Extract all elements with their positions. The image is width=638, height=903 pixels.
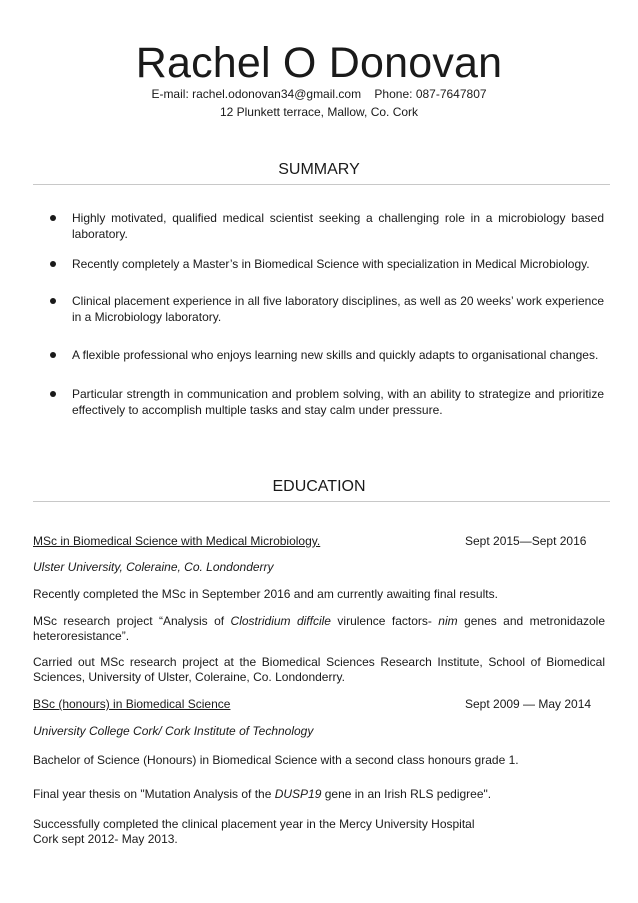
address: 12 Plunkett terrace, Mallow, Co. Cork [219, 105, 419, 119]
bsc-thesis-text: gene in an Irish RLS pedigree". [321, 787, 492, 801]
summary-bullet-text: Clinical placement experience in all five laboratory disciplines, as well as 20 weeks’ work experience in a Microbiology laboratory. [72, 294, 604, 324]
email-label: E-mail: [151, 87, 189, 101]
msc-project-text: genes and metronidazole heteroresistance”. [33, 614, 606, 643]
summary-bullet [50, 210, 610, 242]
bsc-degree-title: BSc (honours) in Biomedical Science [33, 697, 231, 711]
msc-degree-title: MSc in Biomedical Science with Medical Microbiology. [33, 534, 321, 548]
msc-description: Recently completed the MSc in September 2016 and am currently awaiting final results. [33, 587, 498, 601]
bsc-description: Bachelor of Science (Honours) in Biomedical Science with a second class honours grade 1. [33, 753, 519, 767]
bullet-icon [50, 298, 56, 304]
bullet-icon [50, 352, 56, 358]
summary-bullet [50, 293, 610, 325]
phone-label: Phone: [374, 87, 413, 101]
msc-project-text: MSc research project “Analysis of [33, 614, 231, 628]
education-divider [33, 501, 610, 502]
phone-number: 087-7647807 [415, 87, 487, 101]
msc-project-organism: Clostridium diffcile [230, 614, 331, 628]
bullet-icon [50, 391, 56, 397]
summary-heading: SUMMARY [278, 161, 360, 178]
bsc-thesis-text: Final year thesis on "Mutation Analysis of the [33, 787, 275, 801]
summary-bullet [50, 256, 610, 272]
bullet-icon [50, 215, 56, 221]
bsc-thesis [33, 787, 605, 802]
msc-project-text: virulence factors- [330, 614, 439, 628]
bsc-thesis-gene: DUSP19 [274, 787, 322, 801]
bsc-placement-line: Successfully completed the clinical placement year in the Mercy University Hospital [33, 817, 475, 831]
msc-dates: Sept 2015—Sept 2016 [465, 534, 587, 548]
summary-bullet-text: Particular strength in communication and problem solving, with an ability to strategize and prioritize effectively to accomplish multiple tasks and stay calm under pressure. [72, 387, 604, 417]
summary-bullet [50, 386, 610, 418]
bullet-icon [50, 261, 56, 267]
msc-research-location: Carried out MSc research project at the Biomedical Sciences Research Institute, School of Biomedical Sciences, University of Ulster, Coleraine, Co. Londonderry. [33, 655, 605, 684]
candidate-name: Rachel O Donovan [135, 39, 503, 87]
msc-project-gene: nim [438, 614, 458, 628]
bsc-dates: Sept 2009 — May 2014 [465, 697, 592, 711]
email-address: rachel.odonovan34@gmail.com [192, 87, 362, 101]
msc-research-project [33, 614, 605, 644]
bsc-placement [33, 817, 605, 847]
education-heading: EDUCATION [272, 478, 366, 495]
summary-bullet-text: Highly motivated, qualified medical scientist seeking a challenging role in a microbiology based laboratory. [72, 211, 604, 241]
summary-divider [33, 184, 610, 185]
summary-bullet-text: Recently completely a Master’s in Biomedical Science with specialization in Medical Microbiology. [72, 257, 590, 271]
msc-institution: Ulster University, Coleraine, Co. Londonderry [33, 560, 274, 574]
summary-bullet-text: A flexible professional who enjoys learning new skills and quickly adapts to organisational changes. [72, 348, 599, 362]
bsc-placement-line: Cork sept 2012- May 2013. [33, 832, 178, 846]
bsc-institution: University College Cork/ Cork Institute of Technology [33, 724, 314, 738]
contact-line [0, 87, 638, 102]
summary-bullet [50, 347, 610, 363]
